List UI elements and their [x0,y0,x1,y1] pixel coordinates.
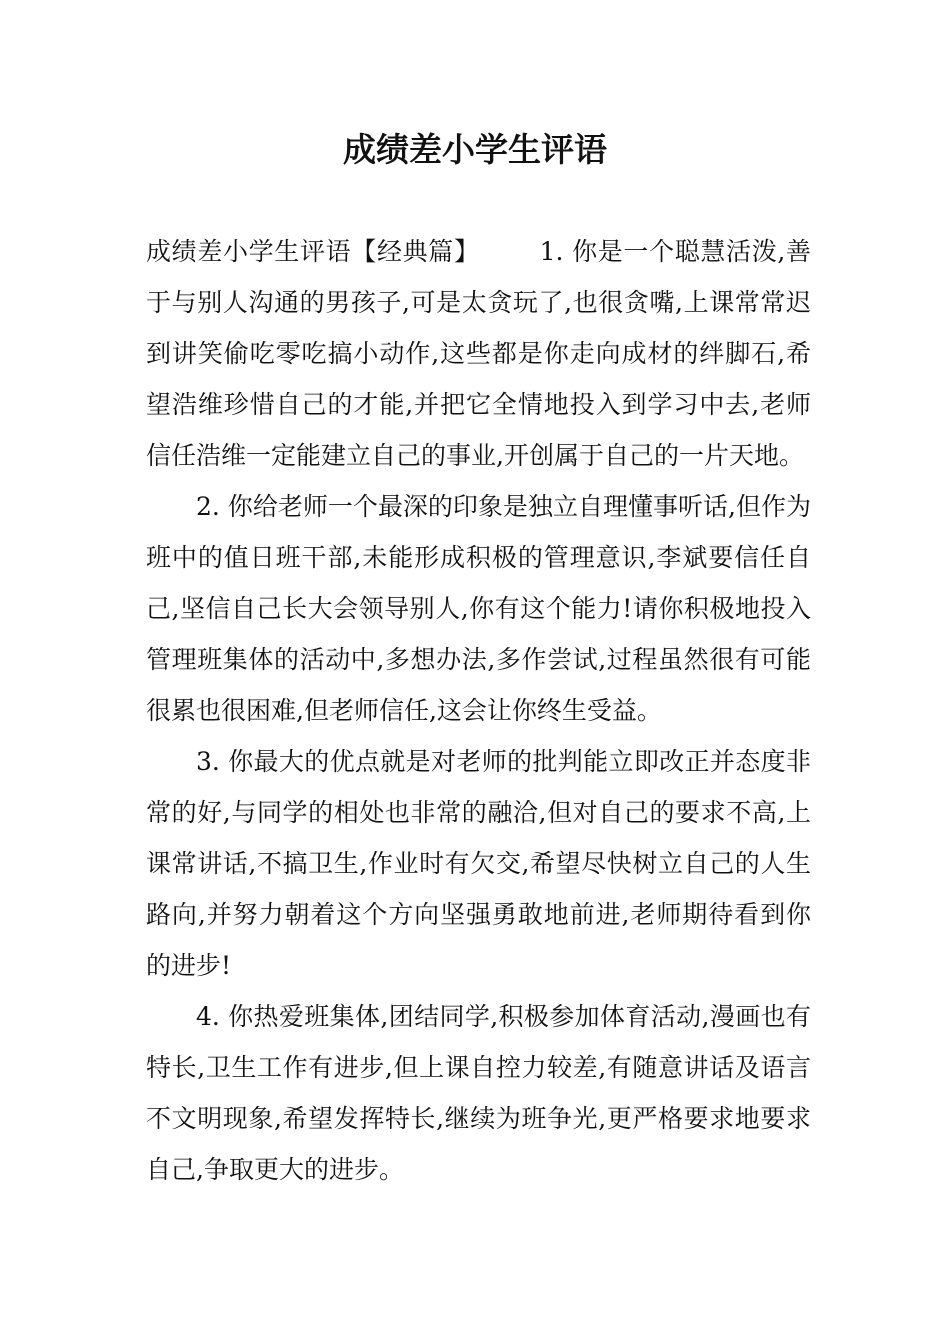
paragraph-2: 2. 你给老师一个最深的印象是独立自理懂事听话,但作为班中的值日班干部,未能形成积极的管理意识,李斌要信任自己,坚信自己长大会领导别人,你有这个能力!请你积极地投入管理班集体的活动中,多想办法,多作尝试,过程虽然很有可能很累也很困难,但老师信任,这会让你终生受益。 [146,492,811,725]
paragraph-4: 4. 你热爱班集体,团结同学,积极参加体育活动,漫画也有特长,卫生工作有进步,但上课自控力较差,有随意讲话及语言不文明现象,希望发挥特长,继续为班争光,更严格要求地要求自己,争取更大的进步。 [146,1002,811,1184]
section-heading: 成绩差小学生评语【经典篇】 [146,237,480,266]
document-body [146,226,811,1195]
paragraph-3: 3. 你最大的优点就是对老师的批判能立即改正并态度非常的好,与同学的相处也非常的融洽,但对自己的要求不高,上课常讲话,不搞卫生,作业时有欠交,希望尽快树立自己的人生路向,并努力朝着这个方向坚强勇敢地前进,老师期待看到你的进步! [146,747,811,980]
paragraph-1 [146,226,811,481]
comment-1: 1. 你是一个聪慧活泼,善于与别人沟通的男孩子,可是太贪玩了,也很贪嘴,上课常常迟到讲笑偷吃零吃搞小动作,这些都是你走向成材的绊脚石,希望浩维珍惜自己的才能,并把它全情地投入到学习中去,老师信任浩维一定能建立自己的事业,开创属于自己的一片天地。 [146,237,811,470]
page-title: 成绩差小学生评语 [343,130,607,169]
